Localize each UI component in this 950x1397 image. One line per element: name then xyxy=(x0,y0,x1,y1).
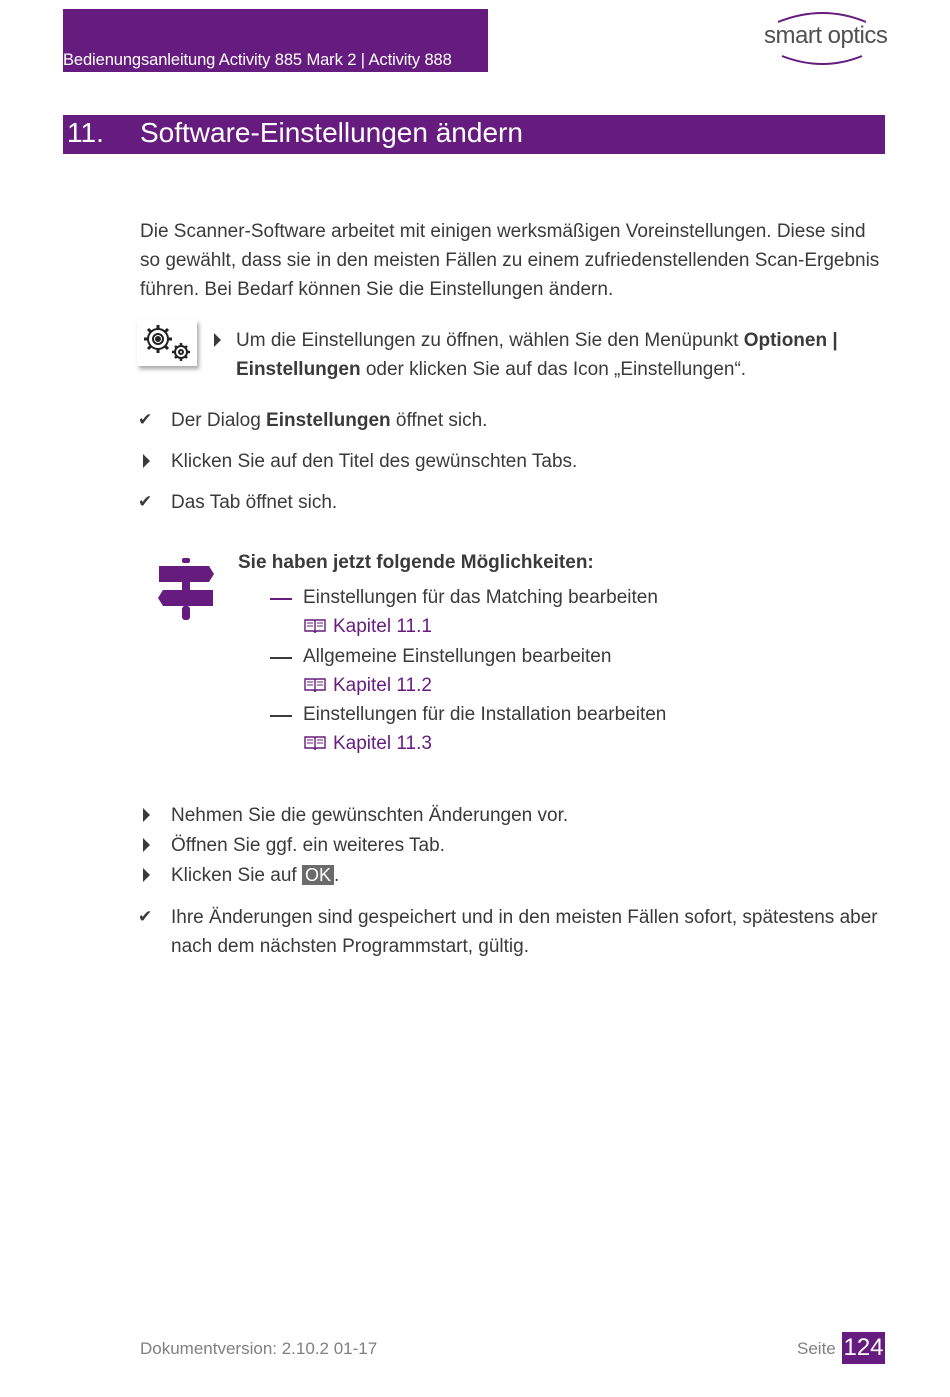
footer-document-version: Dokumentversion: 2.10.2 01-17 xyxy=(140,1339,378,1358)
result-line-2: nach dem nächsten Programmstart, gültig. xyxy=(171,936,530,957)
option-item-matching: Einstellungen für das Matching bearbeiten xyxy=(303,587,658,608)
result-prefix: Der Dialog xyxy=(171,410,267,431)
result-tab-opens: Das Tab öffnet sich. xyxy=(171,492,338,513)
footer-page-label: Seite xyxy=(797,1339,836,1358)
step-click-ok-suffix: . xyxy=(333,865,340,886)
header-title: Bedienungsanleitung Activity 885 Mark 2 | Activity 888 xyxy=(63,51,452,69)
menu-path-optionen: Optionen | xyxy=(743,330,838,351)
result-changes-saved xyxy=(171,903,886,961)
smart-optics-logo xyxy=(760,8,886,68)
step-click-ok xyxy=(171,861,339,890)
ref-link-kapitel-11-3[interactable]: Kapitel 11.3 xyxy=(333,733,432,754)
dash-icon xyxy=(270,715,292,717)
step-make-changes: Nehmen Sie die gewünschten Änderungen vor. xyxy=(171,805,569,826)
step-click-tab: Klicken Sie auf den Titel des gewünschten Tabs. xyxy=(171,451,578,472)
arrow-right-icon xyxy=(143,808,150,822)
result-suffix: öffnet sich. xyxy=(390,410,488,431)
arrow-right-icon xyxy=(143,454,150,468)
arrow-right-icon xyxy=(214,333,221,347)
intro-paragraph: Die Scanner-Software arbeitet mit einigen werksmäßigen Voreinstellungen. Diese sind so gewählt, dass sie in den meisten Fällen zu einem zufriedenstellenden Scan-Ergebnis führen. Bei Bedarf können Sie die Einstellungen ändern. xyxy=(140,221,880,300)
options-heading: Sie haben jetzt folgende Möglichkeiten: xyxy=(238,552,594,573)
arrow-right-icon xyxy=(143,838,150,852)
header-band xyxy=(63,9,488,72)
checkmark-icon: ✔ xyxy=(138,410,153,429)
option-item-installation: Einstellungen für die Installation bearbeiten xyxy=(303,704,667,725)
chapter-number: 11. xyxy=(67,117,104,148)
ok-button[interactable]: OK xyxy=(302,865,334,885)
instruction-suffix: oder klicken Sie auf das Icon „Einstellungen“. xyxy=(360,359,747,380)
menu-path-einstellungen: Einstellungen xyxy=(236,359,361,380)
book-icon xyxy=(304,677,326,693)
instruction-prefix: Um die Einstellungen zu öffnen, wählen Sie den Menüpunkt xyxy=(236,330,744,351)
ref-link-kapitel-11-1[interactable]: Kapitel 11.1 xyxy=(333,616,432,637)
settings-gears-icon xyxy=(137,320,197,366)
footer-page-number: 124 xyxy=(842,1332,885,1364)
chapter-title: Software-Einstellungen ändern xyxy=(140,117,523,148)
logo-text: smart optics xyxy=(764,22,888,49)
dialog-name: Einstellungen xyxy=(266,410,391,431)
instruction-open-settings xyxy=(236,326,876,384)
chapter-heading xyxy=(63,115,885,154)
ref-link-kapitel-11-2[interactable]: Kapitel 11.2 xyxy=(333,675,432,696)
dash-icon xyxy=(270,657,292,659)
book-icon xyxy=(304,618,326,634)
option-item-general: Allgemeine Einstellungen bearbeiten xyxy=(303,646,612,667)
arrow-right-icon xyxy=(143,868,150,882)
signpost-icon xyxy=(155,558,217,624)
step-click-ok-prefix: Klicken Sie auf xyxy=(171,865,302,886)
result-dialog-opens xyxy=(171,406,487,435)
checkmark-icon: ✔ xyxy=(138,492,153,511)
step-open-another-tab: Öffnen Sie ggf. ein weiteres Tab. xyxy=(171,835,445,856)
result-line-1: Ihre Änderungen sind gespeichert und in den meisten Fällen sofort, spätestens aber xyxy=(171,907,878,928)
checkmark-icon: ✔ xyxy=(138,907,153,926)
dash-icon xyxy=(270,598,292,600)
book-icon xyxy=(304,735,326,751)
